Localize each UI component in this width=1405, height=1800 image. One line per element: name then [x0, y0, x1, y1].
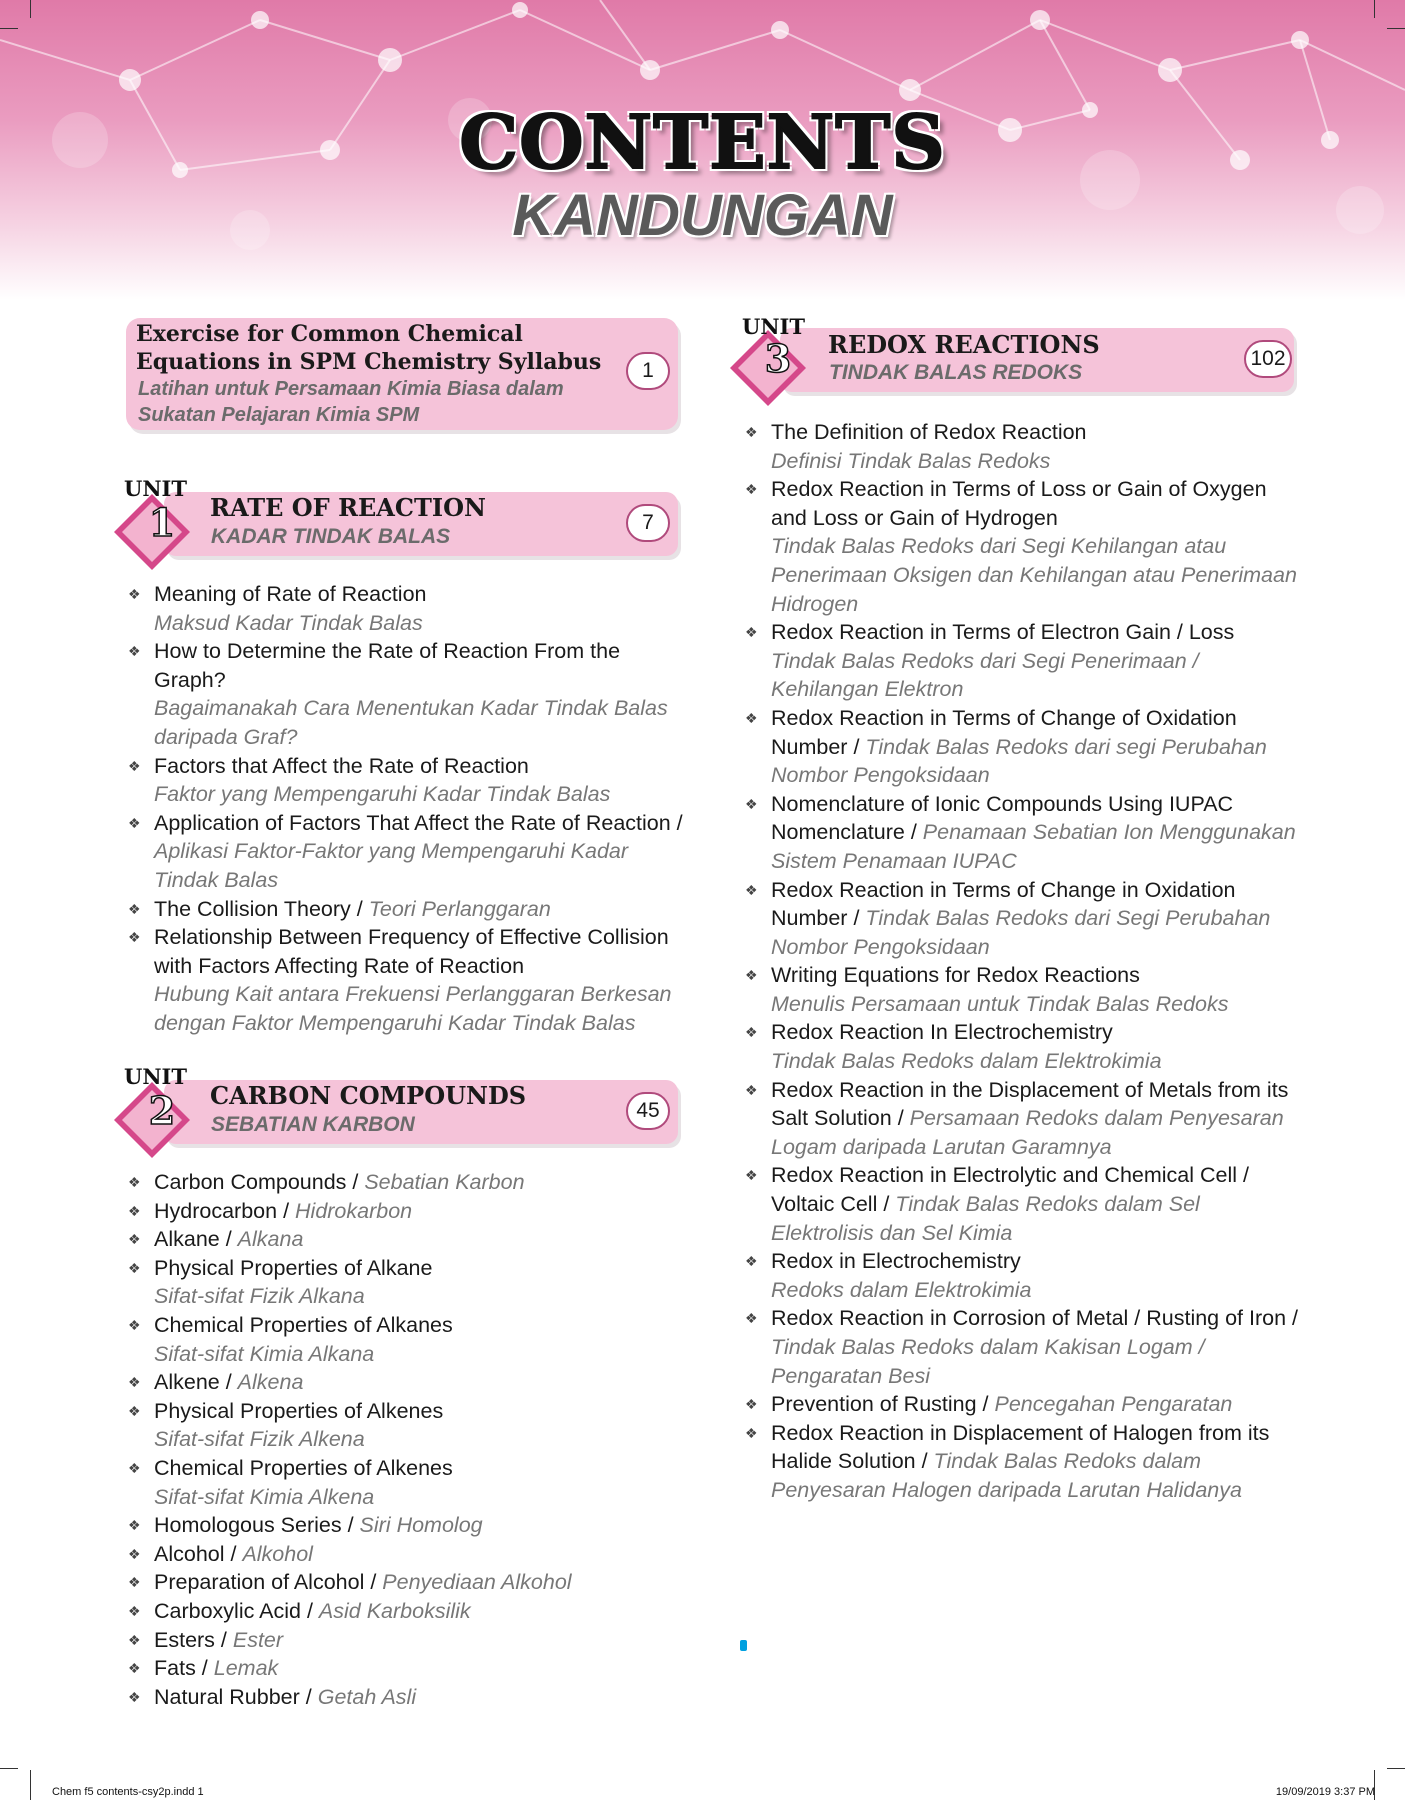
topic-title: Meaning of Rate of Reaction: [154, 582, 427, 606]
bullet-icon: ❖: [745, 1310, 758, 1327]
topic-title: How to Determine the Rate of Reaction From the Graph?: [154, 639, 621, 692]
bullet-icon: ❖: [128, 1202, 141, 1219]
topic-translation: Tindak Balas Redoks dari Segi Perubahan Nombor Pengoksidaan: [771, 906, 1271, 959]
topic-translation: Alkohol: [242, 1541, 313, 1566]
topic-translation: Siri Homolog: [359, 1513, 483, 1538]
topic-title: Redox Reaction in the Displacement of Metals from its Salt Solution: [771, 1077, 1289, 1131]
page-number-badge: 1: [626, 352, 670, 390]
bullet-icon: ❖: [745, 624, 758, 641]
bullet-icon: ❖: [128, 1688, 141, 1705]
crop-mark: [1374, 0, 1375, 18]
unit-3-topic-list: [745, 418, 1305, 1505]
separator: /: [1286, 1306, 1299, 1331]
topic-translation: Pencegahan Pengaratan: [994, 1392, 1233, 1417]
bullet-icon: ❖: [745, 795, 758, 812]
topic-item[interactable]: [128, 1197, 688, 1226]
bullet-icon: ❖: [745, 709, 758, 726]
topic-translation: Redoks dalam Elektrokimia: [771, 1277, 1032, 1302]
topic-translation: Penamaan Sebatian Ion Menggunakan Sistem Penamaan IUPAC: [771, 820, 1296, 873]
page-number-badge: 7: [626, 504, 670, 542]
unit-label: UNIT: [742, 314, 805, 339]
topic-title: Alkane: [154, 1227, 220, 1252]
crop-mark: [1387, 28, 1405, 29]
unit-number: 2: [148, 1088, 176, 1133]
bullet-icon: ❖: [128, 1517, 141, 1534]
topic-title: Redox Reaction in Displacement of Halogen from its Halide Solution: [771, 1420, 1270, 1474]
topic-item[interactable]: [128, 923, 688, 1037]
unit-1-topic-list: [128, 580, 688, 1038]
bullet-icon: ❖: [745, 1396, 758, 1413]
topic-item[interactable]: [745, 1419, 1305, 1505]
topic-item[interactable]: [128, 1654, 688, 1683]
topic-item[interactable]: [745, 418, 1305, 475]
topic-title: Chemical Properties of Alkenes: [154, 1455, 453, 1480]
topic-title: Carboxylic Acid: [154, 1598, 301, 1623]
bullet-icon: ❖: [128, 814, 141, 831]
page-number-badge: 45: [626, 1092, 670, 1130]
topic-title: Redox Reaction in Terms of Change in Oxidation Number: [771, 877, 1236, 931]
separator: /: [219, 1227, 238, 1252]
unit-number: 3: [764, 336, 792, 381]
topic-title: Alkene: [154, 1370, 220, 1395]
separator: /: [341, 1513, 360, 1538]
unit-subtitle: SEBATIAN KARBON: [211, 1113, 415, 1136]
exercise-title: Exercise for Common Chemical Equations in SPM Chemistry Syllabus: [136, 321, 602, 375]
topic-title: Physical Properties of Alkane: [154, 1255, 433, 1280]
bullet-icon: ❖: [128, 1602, 141, 1619]
topic-translation: Sifat-sifat Kimia Alkana: [154, 1341, 375, 1366]
topic-translation: Tindak Balas Redoks dari Segi Penerimaan / Kehilangan Elektron: [771, 648, 1199, 702]
bullet-icon: ❖: [128, 1316, 141, 1333]
topic-title: Factors that Affect the Rate of Reaction: [154, 753, 529, 778]
topic-translation: Getah Asli: [317, 1684, 417, 1709]
page-subtitle: KANDUNGAN: [512, 183, 893, 248]
topic-title: Redox Reaction in Electrolytic and Chemical Cell / Voltaic Cell: [771, 1163, 1249, 1217]
topic-title: Nomenclature of Ionic Compounds Using IUPAC Nomenclature: [771, 791, 1234, 845]
topic-translation: Faktor yang Mempengaruhi Kadar Tindak Balas: [154, 782, 611, 807]
topic-translation: Tindak Balas Redoks dalam Sel Elektrolisis dan Sel Kimia: [771, 1192, 1200, 1245]
topic-title: Natural Rubber: [154, 1684, 300, 1709]
unit-label: UNIT: [124, 476, 187, 501]
topic-translation: Tindak Balas Redoks dalam Penyesaran Halogen daripada Larutan Halidanya: [771, 1449, 1242, 1502]
topic-title: Homologous Series: [154, 1513, 342, 1538]
unit-2-header[interactable]: [112, 1064, 682, 1164]
topic-item[interactable]: [128, 1168, 688, 1197]
topic-translation: Alkana: [237, 1227, 304, 1252]
page-number-badge: 102: [1244, 340, 1292, 378]
topic-item[interactable]: [745, 704, 1305, 790]
topic-translation: Penyediaan Alkohol: [382, 1570, 572, 1595]
crop-mark: [1387, 1768, 1405, 1769]
topic-item[interactable]: [745, 1076, 1305, 1162]
topic-item[interactable]: [128, 637, 688, 751]
unit-title: CARBON COMPOUNDS: [210, 1081, 527, 1110]
topic-title: Physical Properties of Alkenes: [154, 1398, 444, 1423]
bullet-icon: ❖: [128, 1402, 141, 1419]
topic-item[interactable]: [128, 809, 688, 895]
crop-mark: [0, 28, 18, 29]
topic-translation: Alkena: [237, 1370, 304, 1395]
bullet-icon: ❖: [128, 1174, 141, 1190]
topic-translation: Teori Perlanggaran: [368, 896, 551, 921]
bullet-icon: ❖: [745, 1253, 758, 1270]
topic-item[interactable]: [745, 961, 1305, 1018]
topic-item[interactable]: [128, 1454, 688, 1511]
footer-file-name: Chem f5 contents-csy2p.indd 1: [52, 1786, 204, 1798]
topic-title: Redox Reaction In Electrochemistry: [771, 1020, 1113, 1045]
crop-mark: [0, 1768, 18, 1769]
separator: /: [277, 1198, 296, 1223]
bullet-icon: ❖: [745, 481, 758, 498]
topic-translation: Sebatian Karbon: [364, 1170, 525, 1194]
topic-item[interactable]: [128, 580, 688, 637]
separator: /: [877, 1192, 896, 1217]
topic-translation: Asid Karboksilik: [318, 1598, 471, 1623]
bullet-icon: ❖: [128, 1631, 141, 1648]
separator: /: [224, 1541, 243, 1566]
bullet-icon: ❖: [745, 1081, 758, 1098]
separator: /: [219, 1370, 238, 1395]
topic-item[interactable]: [128, 1568, 688, 1597]
topic-item[interactable]: [128, 1626, 688, 1655]
bullet-icon: ❖: [745, 881, 758, 898]
registration-mark: [740, 1640, 747, 1651]
topic-title: Prevention of Rusting: [771, 1392, 977, 1417]
topic-item[interactable]: [128, 1683, 688, 1712]
bullet-icon: ❖: [128, 1374, 141, 1391]
bullet-icon: ❖: [745, 1424, 758, 1441]
topic-item[interactable]: [745, 475, 1305, 618]
bullet-icon: ❖: [128, 1660, 141, 1677]
topic-title: Esters: [154, 1627, 215, 1652]
exercise-subtitle: Latihan untuk Persamaan Kimia Biasa dalam Sukatan Pelajaran Kimia SPM: [138, 378, 564, 426]
topic-translation: Aplikasi Faktor-Faktor yang Mempengaruhi Kadar Tindak Balas: [154, 839, 629, 892]
topic-title: Redox Reaction in Terms of Loss or Gain of Oxygen and Loss or Gain of Hydrogen: [771, 477, 1267, 530]
separator: /: [915, 1449, 934, 1474]
topic-item[interactable]: [745, 1304, 1305, 1390]
separator: /: [300, 1598, 319, 1623]
topic-item[interactable]: [745, 618, 1305, 704]
bullet-icon: ❖: [745, 1024, 758, 1041]
topic-title: Redox Reaction in Terms of Change of Oxidation Number: [771, 705, 1237, 759]
topic-translation: Tindak Balas Redoks dari Segi Kehilangan atau Penerimaan Oksigen dan Kehilangan atau Penerimaan Hidrogen: [771, 534, 1297, 616]
exercise-section[interactable]: [126, 318, 678, 430]
page-title: CONTENTS: [459, 100, 946, 186]
topic-title: The Definition of Redox Reaction: [771, 420, 1087, 444]
topic-item[interactable]: [128, 1225, 688, 1254]
topic-item[interactable]: [745, 1247, 1305, 1304]
separator: /: [976, 1392, 995, 1417]
topic-item[interactable]: [745, 1161, 1305, 1247]
topic-translation: Lemak: [213, 1656, 279, 1681]
bullet-icon: ❖: [128, 1231, 141, 1248]
topic-translation: Sifat-sifat Fizik Alkena: [154, 1427, 365, 1452]
bullet-icon: ❖: [745, 1167, 758, 1184]
bullet-icon: ❖: [745, 424, 758, 440]
unit-number: 1: [148, 500, 176, 545]
topic-item[interactable]: [128, 895, 688, 924]
topic-title: Hydrocarbon: [154, 1198, 278, 1223]
footer-timestamp: 19/09/2019 3:37 PM: [1275, 1786, 1375, 1798]
topic-translation: Hidrokarbon: [295, 1198, 413, 1223]
topic-item[interactable]: [128, 1597, 688, 1626]
topic-translation: Tindak Balas Redoks dalam Kakisan Logam / Pengaratan Besi: [771, 1335, 1205, 1388]
unit-3-header[interactable]: [728, 314, 1298, 414]
unit-label: UNIT: [124, 1064, 187, 1089]
topic-item[interactable]: [128, 1368, 688, 1397]
topic-title: Carbon Compounds: [154, 1170, 347, 1194]
topic-title: Application of Factors That Affect the Rate of Reaction: [154, 810, 671, 835]
topic-item[interactable]: [745, 876, 1305, 962]
separator: /: [904, 820, 923, 845]
bullet-icon: ❖: [128, 929, 141, 946]
topic-title: Redox Reaction in Corrosion of Metal / Rusting of Iron: [771, 1306, 1287, 1331]
bullet-icon: ❖: [128, 757, 141, 774]
separator: /: [214, 1627, 233, 1652]
unit-subtitle: KADAR TINDAK BALAS: [211, 525, 451, 548]
topic-item[interactable]: [128, 1540, 688, 1569]
separator: /: [195, 1656, 214, 1681]
topic-title: Redox Reaction in Terms of Electron Gain / Loss: [771, 620, 1235, 645]
bullet-icon: ❖: [128, 900, 141, 917]
topic-item[interactable]: [745, 1390, 1305, 1419]
topic-title: Preparation of Alcohol: [154, 1570, 365, 1595]
topic-item[interactable]: [128, 1397, 688, 1454]
unit-title: RATE OF REACTION: [210, 493, 486, 522]
separator: /: [299, 1684, 318, 1709]
topic-item[interactable]: [745, 790, 1305, 876]
topic-translation: Maksud Kadar Tindak Balas: [154, 610, 423, 635]
topic-title: Alcohol: [154, 1541, 225, 1566]
topic-translation: Ester: [232, 1627, 284, 1652]
topic-translation: Sifat-sifat Fizik Alkana: [154, 1284, 365, 1309]
topic-title: The Collision Theory: [154, 896, 351, 921]
topic-translation: Tindak Balas Redoks dari segi Perubahan Nombor Pengoksidaan: [771, 734, 1267, 788]
separator: /: [891, 1106, 910, 1131]
separator: /: [670, 810, 683, 835]
topic-item[interactable]: [128, 1511, 688, 1540]
separator: /: [364, 1570, 383, 1595]
topic-item[interactable]: [745, 1018, 1305, 1075]
bullet-icon: ❖: [128, 1259, 141, 1276]
topic-translation: Hubung Kait antara Frekuensi Perlanggaran Berkesan dengan Faktor Mempengaruhi Kadar Tindak Balas: [154, 982, 672, 1035]
separator: /: [847, 906, 866, 931]
bullet-icon: ❖: [128, 1545, 141, 1562]
topic-translation: Sifat-sifat Kimia Alkena: [154, 1484, 375, 1509]
topic-translation: Tindak Balas Redoks dalam Elektrokimia: [771, 1049, 1162, 1074]
header-banner: [0, 0, 1405, 300]
topic-title: Chemical Properties of Alkanes: [154, 1312, 453, 1337]
bullet-icon: ❖: [745, 967, 758, 984]
topic-translation: Bagaimanakah Cara Menentukan Kadar Tindak Balas daripada Graf?: [154, 696, 668, 749]
topic-title: Fats: [154, 1656, 196, 1681]
unit-title: REDOX REACTIONS: [828, 330, 1100, 359]
topic-title: Redox in Electrochemistry: [771, 1249, 1021, 1274]
topic-title: Relationship Between Frequency of Effective Collision with Factors Affecting Rate of Reaction: [154, 925, 669, 978]
topic-title: Writing Equations for Redox Reactions: [771, 963, 1140, 988]
topic-item[interactable]: [128, 1311, 688, 1368]
bullet-icon: ❖: [128, 1574, 141, 1591]
unit-2-topic-list: [128, 1168, 688, 1711]
separator: /: [350, 896, 369, 921]
bullet-icon: ❖: [128, 643, 141, 660]
topic-item[interactable]: [128, 1254, 688, 1311]
crop-mark: [30, 1770, 31, 1800]
topic-translation: Menulis Persamaan untuk Tindak Balas Redoks: [771, 991, 1229, 1016]
bullet-icon: ❖: [128, 1459, 141, 1476]
topic-translation: Definisi Tindak Balas Redoks: [771, 448, 1051, 473]
unit-1-header[interactable]: [112, 476, 682, 576]
unit-subtitle: TINDAK BALAS REDOKS: [829, 361, 1083, 384]
topic-translation: Persamaan Redoks dalam Penyesaran Logam daripada Larutan Garamnya: [771, 1106, 1284, 1159]
separator: /: [847, 734, 866, 759]
separator: /: [346, 1170, 365, 1194]
bullet-icon: ❖: [128, 586, 141, 602]
crop-mark: [30, 0, 31, 18]
topic-item[interactable]: [128, 752, 688, 809]
